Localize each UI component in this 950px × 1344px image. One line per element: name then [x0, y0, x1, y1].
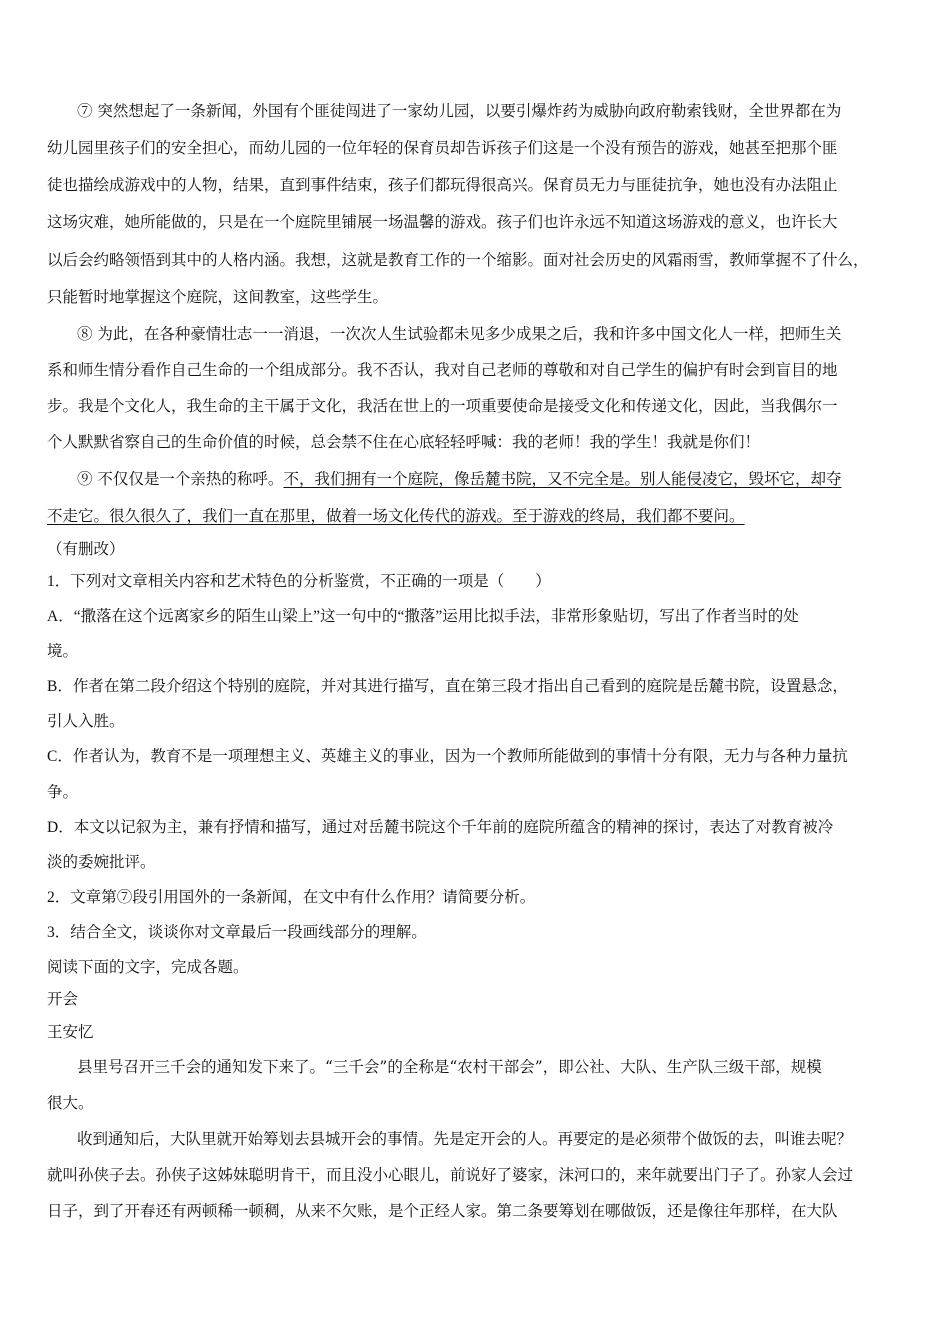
p7-line-2: 幼儿园里孩子们的安全担心，而幼儿园的一位年轻的保育员却告诉孩子们这是一个没有预告的游戏，她甚至把那个匪 [47, 139, 838, 157]
p7-line-1: ⑦ 突然想起了一条新闻，外国有个匪徒闯进了一家幼儿园，以要引爆炸药为威胁向政府勒索钱财，全世界都在为 [77, 102, 842, 120]
option-b-line-2: 引人入胜。 [47, 713, 125, 730]
option-a-line-2: 境。 [47, 643, 79, 660]
p7-line-4: 这场灾难，她所能做的，只是在一个庭院里铺展一场温馨的游戏。孩子们也许永远不知道这场游戏的意义，也许长大 [47, 213, 838, 231]
p8-line-3: 步。我是个文化人，我生命的主干属于文化，我活在世上的一项重要使命是接受文化和传递文化，因此，当我偶尔一 [47, 397, 838, 415]
p8-line-4: 个人默默省察自己的生命价值的时候，总会禁不住在心底轻轻呼喊：我的老师！我的学生！我就是你们！ [47, 433, 761, 451]
p7-line-6: 只能暂时地掌握这个庭院，这间教室，这些学生。 [47, 288, 389, 306]
option-a-line-1: A．“撒落在这个远离家乡的陌生山梁上”这一句中的“撒落”运用比拟手法，非常形象贴切，写出了作者当时的处 [47, 608, 799, 625]
p2-2-line-1: 收到通知后，大队里就开始筹划去县城开会的事情。先是定开会的人。再要定的是必须带个做饭的去，叫谁去呢？ [77, 1130, 853, 1148]
option-c-line-2: 争。 [47, 784, 79, 801]
question-3: 3．结合全文，谈谈你对文章最后一段画线部分的理解。 [47, 924, 427, 941]
article-title: 开会 [47, 991, 79, 1008]
option-c-line-1: C．作者认为，教育不是一项理想主义、英雄主义的事业，因为一个教师所能做到的事情十分有限，无力与各种力量抗 [47, 748, 848, 765]
p9-underlined-text-1: 不，我们拥有一个庭院，像岳麓书院，又不完全是。别人能侵凌它，毁坏它，却夺 [283, 470, 842, 488]
p8-line-1: ⑧ 为此，在各种豪情壮志一一消退，一次次人生试验都未见多少成果之后，我和许多中国文化人一样，把师生关 [77, 325, 842, 343]
p7-line-3: 徒也描绘成游戏中的人物，结果，直到事件结束，孩子们都玩得很高兴。保育员无力与匪徒抗争，她也没有办法阻止 [47, 176, 838, 194]
option-d-line-1: D．本文以记叙为主，兼有抒情和描写，通过对岳麓书院这个千年前的庭院所蕴含的精神的探讨，表达了对教育被冷 [47, 819, 834, 836]
p2-1-line-2: 很大。 [47, 1094, 94, 1112]
p9-plain-text: ⑨ 不仅仅是一个亲热的称呼。 [77, 470, 284, 488]
p2-1-line-1: 县里号召开三千会的通知发下来了。“三千会”的全称是“农村干部会”，即公社、大队、生产队三级干部，规模 [77, 1058, 822, 1076]
p2-2-line-3: 日子，到了开春还有两顿稀一顿稠，从来不欠账，是个正经人家。第二条要筹划在哪做饭，还是像往年那样，在大队 [47, 1202, 838, 1220]
source-note: （有删改） [47, 540, 125, 558]
option-d-line-2: 淡的委婉批评。 [47, 854, 156, 871]
p9-line-1 [77, 469, 909, 489]
p7-line-5: 以后会约略领悟到其中的人格内涵。我想，这就是教育工作的一个缩影。面对社会历史的风霜雨雪，教师掌握不了什么， [47, 251, 869, 269]
question-1: 1．下列对文章相关内容和艺术特色的分析鉴赏，不正确的一项是（ ） [47, 573, 551, 590]
question-2: 2．文章第⑦段引用国外的一条新闻，在文中有什么作用？请简要分析。 [47, 889, 536, 906]
p2-2-line-2: 就叫孙侠子去。孙侠子这姊妹聪明肯干，而且没小心眼儿，前说好了婆家，沫河口的，来年就要出门子了。孙家人会过 [47, 1166, 854, 1184]
option-b-line-1: B．作者在第二段介绍这个特别的庭院，并对其进行描写，直在第三段才指出自己看到的庭院是岳麓书院，设置悬念， [47, 678, 848, 695]
p9-line-2 [47, 506, 909, 526]
p8-line-2: 系和师生情分看作自己生命的一个组成部分。我不否认，我对自己老师的尊敬和对自己学生的偏护有时会到盲目的地 [47, 361, 838, 379]
reading-instruction: 阅读下面的文字，完成各题。 [47, 959, 249, 976]
p9-underlined-text-2: 不走它。很久很久了，我们一直在那里，做着一场文化传代的游戏。至于游戏的终局，我们都不要问。 [47, 507, 745, 525]
article-author: 王安忆 [47, 1024, 94, 1041]
